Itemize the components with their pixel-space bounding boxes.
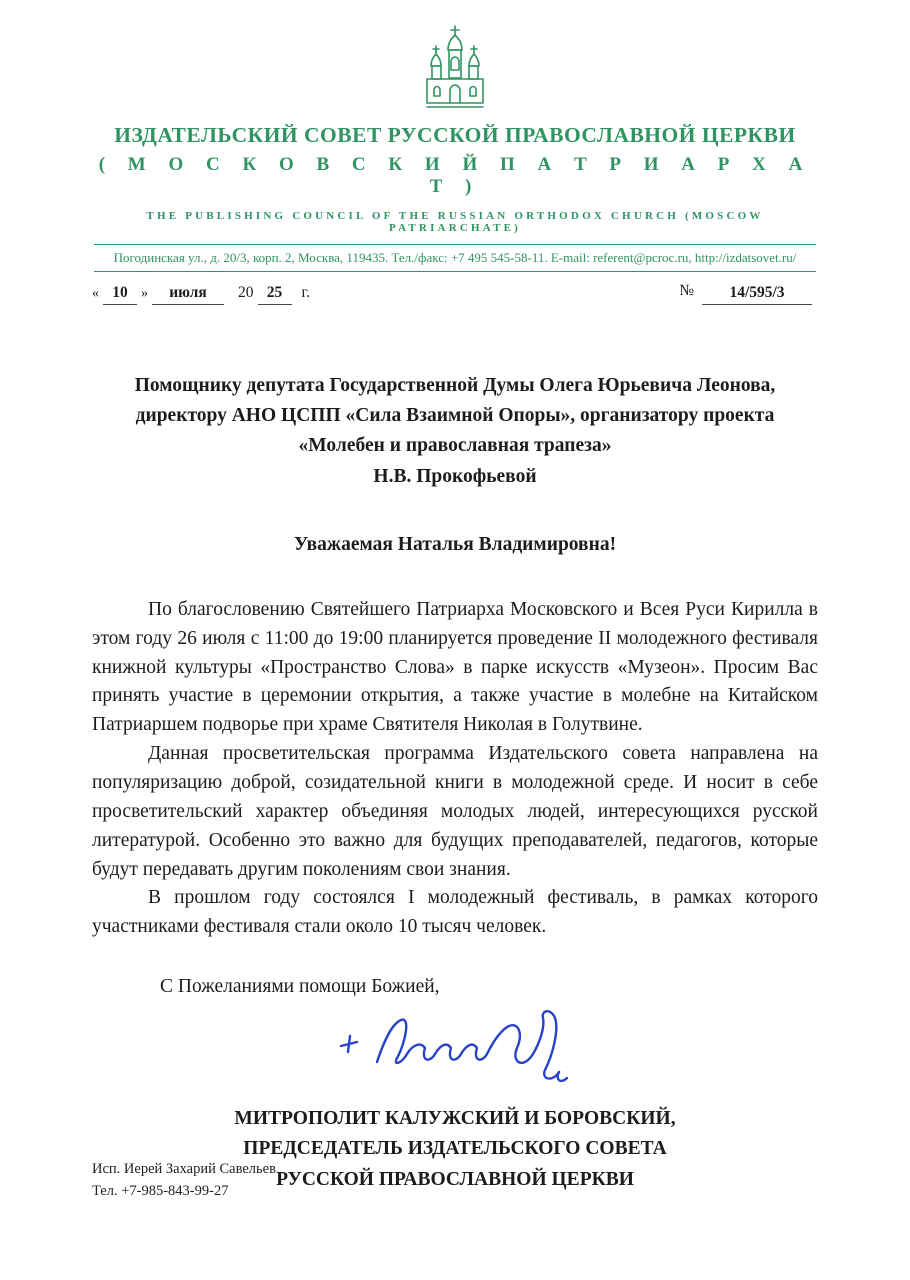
open-quote: « — [92, 286, 99, 301]
document-number-field — [679, 284, 818, 305]
date-day: 10 — [103, 284, 137, 305]
divider-top — [94, 244, 816, 245]
meta-row — [92, 284, 818, 305]
org-name-ru: ИЗДАТЕЛЬСКИЙ СОВЕТ РУССКОЙ ПРАВОСЛАВНОЙ ЦЕРКВИ — [114, 123, 796, 147]
signer-title-line: ПРЕДСЕДАТЕЛЬ ИЗДАТЕЛЬСКОГО СОВЕТА — [243, 1138, 667, 1160]
org-address: Погодинская ул., д. 20/3, корп. 2, Москва, 119435. Тел./факс: +7 495 545-58-11. E-mail: referent@pcroc.ru, http://izdatsovet.ru/ — [113, 250, 797, 265]
recipient-block — [92, 371, 818, 492]
date-month: июля — [152, 284, 224, 305]
number-sign: № — [679, 282, 694, 299]
signature-area — [92, 1002, 818, 1088]
salutation: Уважаемая Наталья Владимировна! — [293, 533, 617, 555]
date-year: 25 — [258, 284, 292, 305]
recipient-line: Н.В. Прокофьевой — [373, 465, 537, 487]
org-name-en: THE PUBLISHING COUNCIL OF THE RUSSIAN ORTHODOX CHURCH (MOSCOW PATRIARCHATE) — [146, 210, 764, 234]
date-suffix: г. — [301, 284, 310, 301]
body-paragraph: Данная просветительская программа Издательского совета направлена на популяризацию доброй, созидательной книги в молодежной среде. И носит в себе просветительский характер объединяя молодых людей, интересующихся русской литературой. Особенно это важно для будущих преподавателей, педагогов, которые будут передавать другим поколениям свои знания. — [92, 743, 818, 880]
executor-name: Исп. Иерей Захарий Савельев — [92, 1161, 276, 1177]
document-number: 14/595/3 — [702, 284, 812, 305]
church-emblem-icon — [422, 24, 488, 115]
signer-title-line: РУССКОЙ ПРАВОСЛАВНОЙ ЦЕРКВИ — [276, 1168, 634, 1190]
letter-body — [92, 596, 818, 942]
executor-phone: Тел. +7-985-843-99-27 — [92, 1183, 229, 1200]
recipient-line: Помощнику депутата Государственной Думы Олега Юрьевича Леонова, — [134, 375, 776, 396]
divider-bottom — [94, 271, 816, 272]
date-field — [92, 284, 310, 305]
executor-block — [92, 1158, 276, 1203]
close-quote: » — [141, 286, 148, 301]
body-paragraph: По благословению Святейшего Патриарха Московского и Всея Руси Кирилла в этом году 26 июля с 11:00 до 19:00 планируется проведение II молодежного фестиваля книжной культуры «Пространство Слова» в парке искусств «Музеон». Просим Вас принять участие в церемонии открытия, а также участие в молебне на Китайском Патриаршем подворье при храме Святителя Николая в Голутвине. — [92, 598, 818, 736]
org-name-ru-line2: ( М О С К О В С К И Й П А Т Р И А Р Х А Т ) — [98, 154, 812, 197]
body-paragraph: В прошлом году состоялся I молодежный фестиваль, в рамках которого участниками фестиваля стали около 10 тысяч человек. — [92, 887, 818, 938]
recipient-line: «Молебен и православная трапеза» — [298, 435, 612, 457]
signer-title-line: МИТРОПОЛИТ КАЛУЖСКИЙ И БОРОВСКИЙ, — [234, 1108, 676, 1130]
handwritten-signature — [325, 1002, 585, 1088]
closing-line: С Пожеланиями помощи Божией, — [160, 976, 440, 998]
letterhead — [92, 24, 818, 272]
date-century: 20 — [238, 284, 254, 301]
recipient-line: директору АНО ЦСПП «Сила Взаимной Опоры», организатору проекта — [135, 405, 775, 427]
